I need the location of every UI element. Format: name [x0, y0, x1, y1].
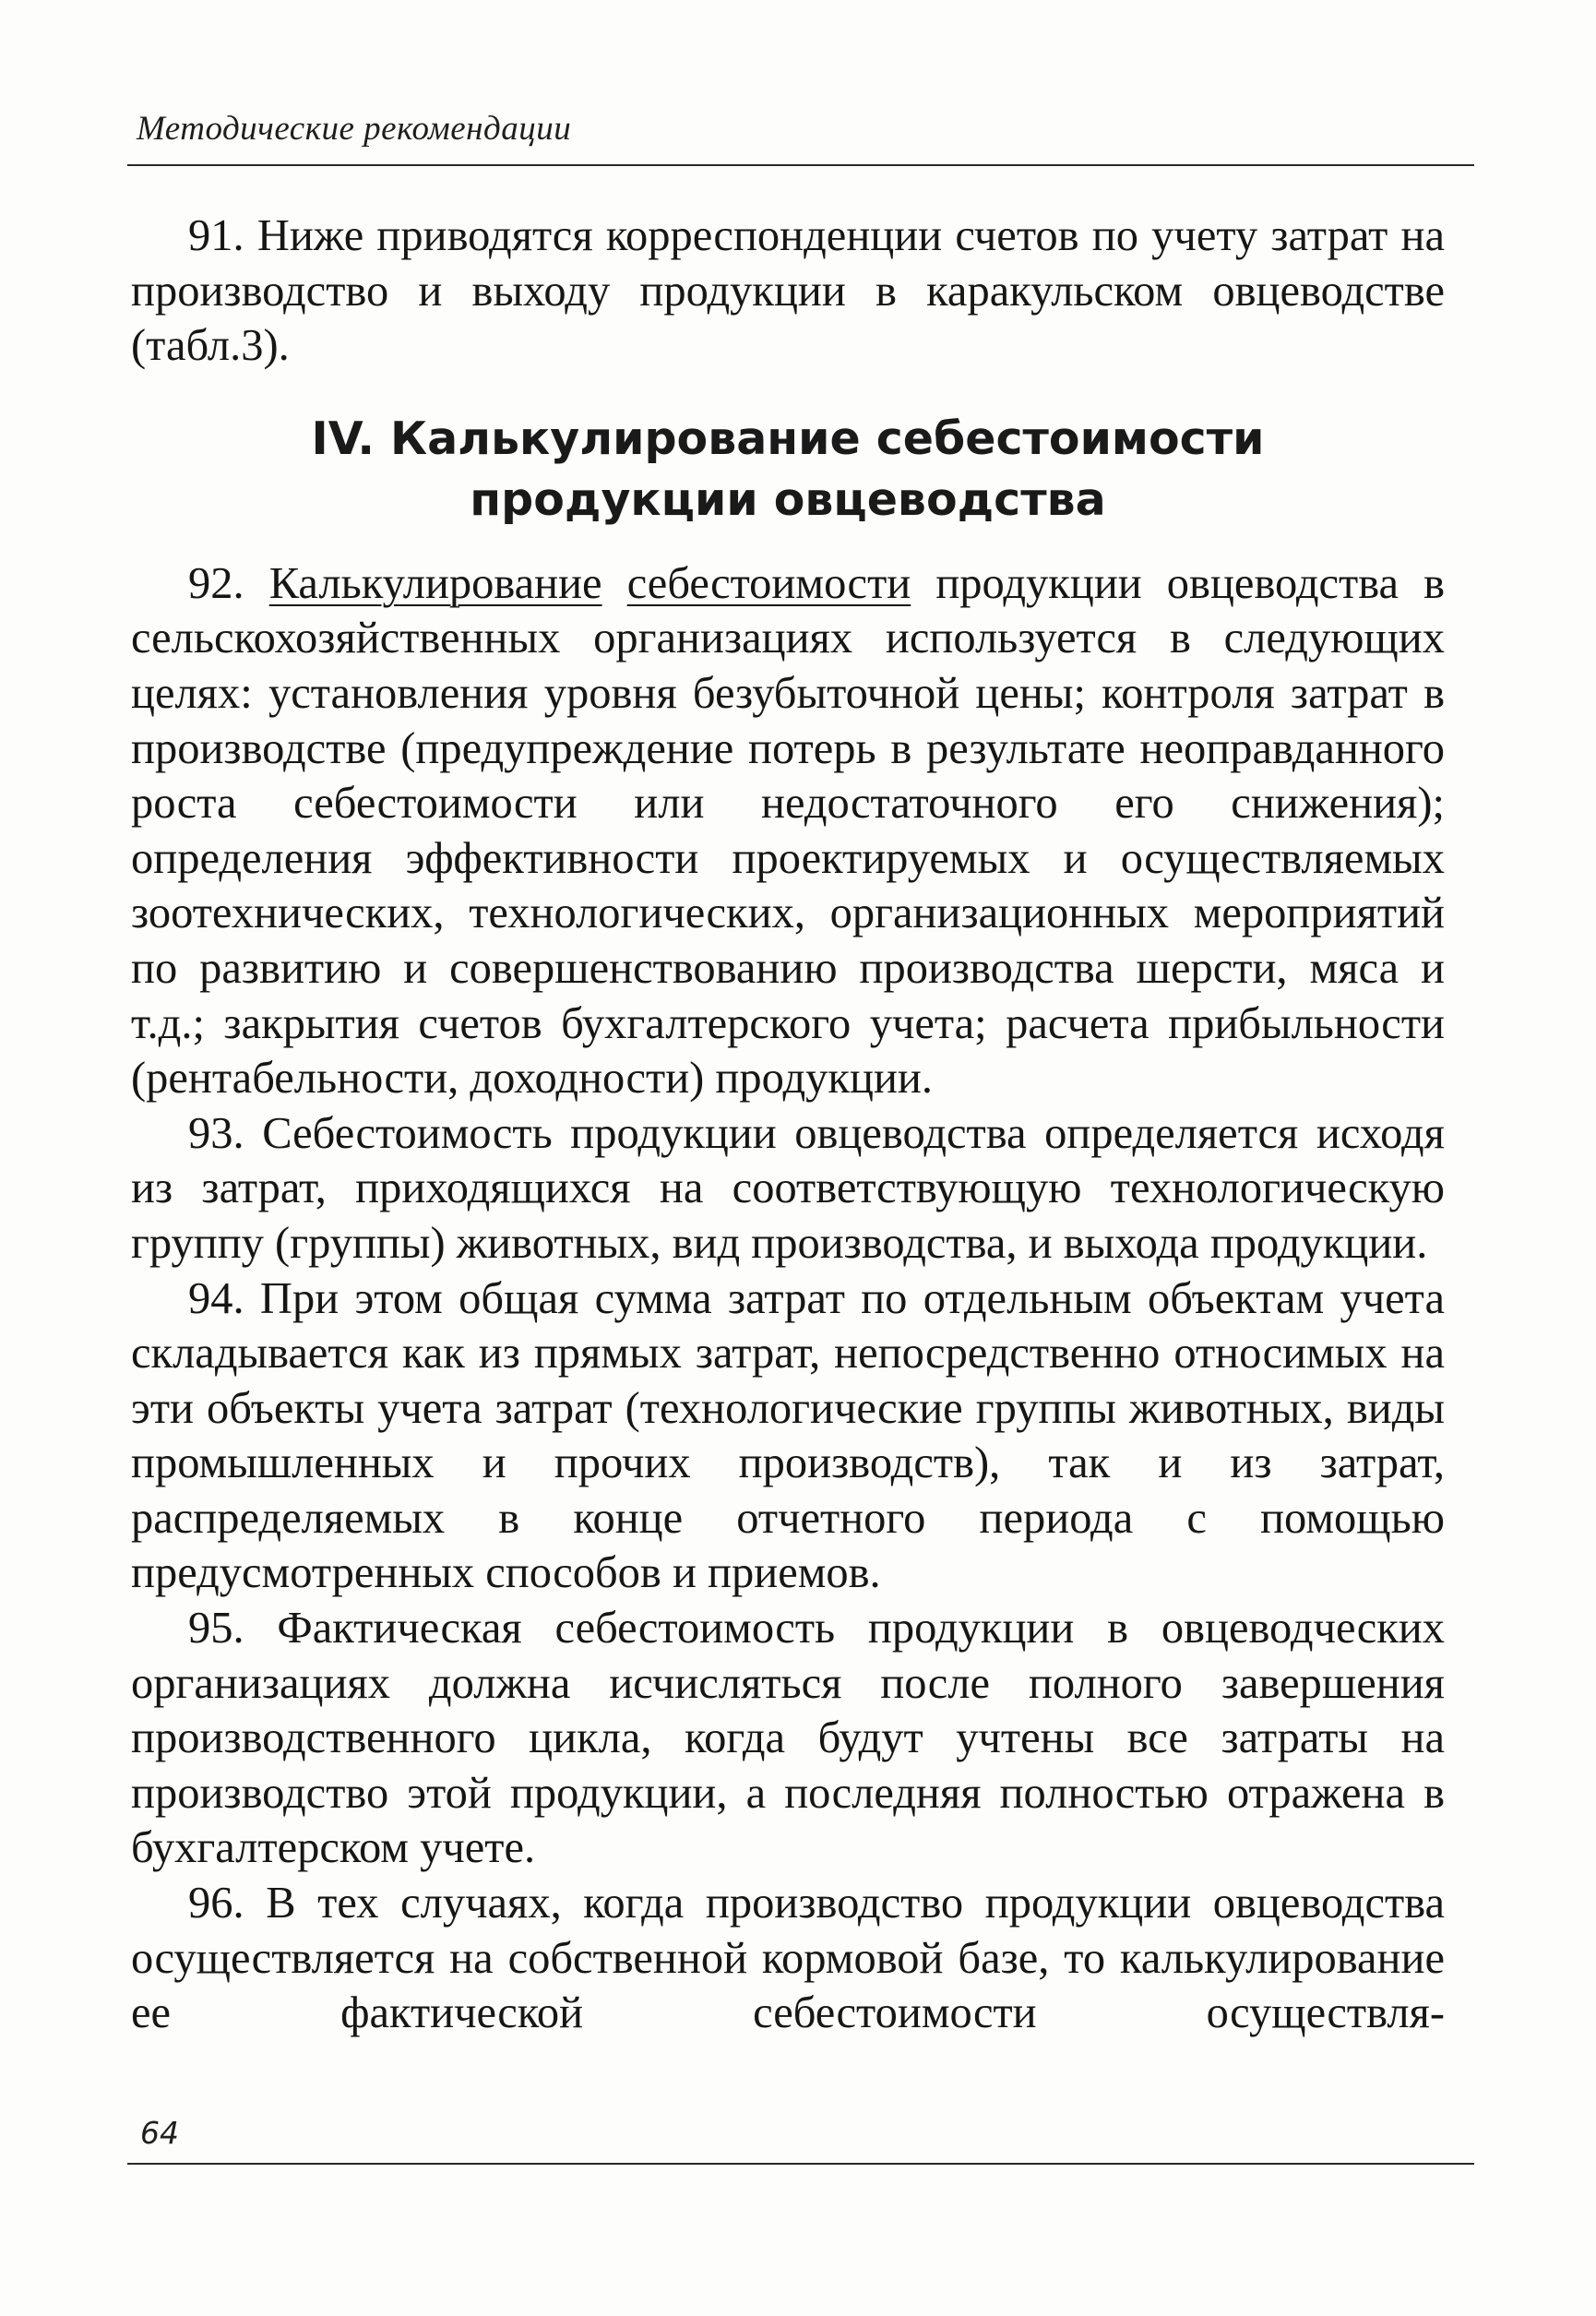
header-rule [127, 164, 1474, 166]
paragraph-96: 96. В тех случаях, когда производство продукции овцеводства осуществляется на собственной кормовой базе, то калькулирование ее фактической себестоимости осуществля- [131, 1879, 1445, 2038]
section-heading-line-1: IV. Калькулирование себестоимости [311, 412, 1265, 465]
section-heading [131, 409, 1445, 531]
paragraph-92-number: 92. [188, 558, 244, 608]
paragraph-92-text: продукции овцеводства в сельскохозяйственных организациях используется в следующих целях: установления уровня безубыточной цены; контроля затрат в производстве (предупреждение потерь в результате неоправданного роста себестоимости или недостаточного его снижения); определения эффективности проектируемых и осуществляемых зоотехнических, технологических, организационных мероприятий по развитию и совершенствованию производства шерсти, мяса и т.д.; закрытия счетов бухгалтерского учета; расчета прибыльности (рентабельности, доходности) продукции. [131, 558, 1446, 1104]
paragraph-94: 94. При этом общая сумма затрат по отдельным объектам учета складывается как из прямых затрат, непосредственно относимых на эти объекты учета затрат (технологические группы животных, виды промышленных и прочих производств), так и из затрат, распределяемых в конце отчетного периода с помощью предусмотренных способов и приемов. [131, 1273, 1445, 1598]
underlined-term-1: Калькулирование [268, 558, 602, 608]
paragraph-92 [131, 556, 1445, 1106]
running-header: Методические рекомендации [137, 110, 572, 148]
paragraph-95: 95. Фактическая себестоимость продукции в овцеводческих организациях должна исчисляться после полного завершения производственного цикла, когда будут учтены все затраты на производство этой продукции, а последняя полностью отражена в бухгалтерском учете. [131, 1604, 1445, 1873]
section-heading-line-2: продукции овцеводства [470, 472, 1106, 526]
paragraph-91: 91. Ниже приводятся корреспонденции счетов по учету затрат на производство и выходу продукции в каракульском овцеводстве (табл.3). [131, 211, 1445, 371]
body-text [131, 209, 1445, 2041]
page-number: 64 [140, 2115, 179, 2151]
paragraph-93: 93. Себестоимость продукции овцеводства определяется исходя из затрат, приходящихся на соответствующую технологическую группу (группы) животных, вид производства, и выхода продукции. [131, 1108, 1445, 1268]
underlined-term-2: себестоимости [626, 558, 911, 608]
footer-rule [127, 2163, 1474, 2165]
